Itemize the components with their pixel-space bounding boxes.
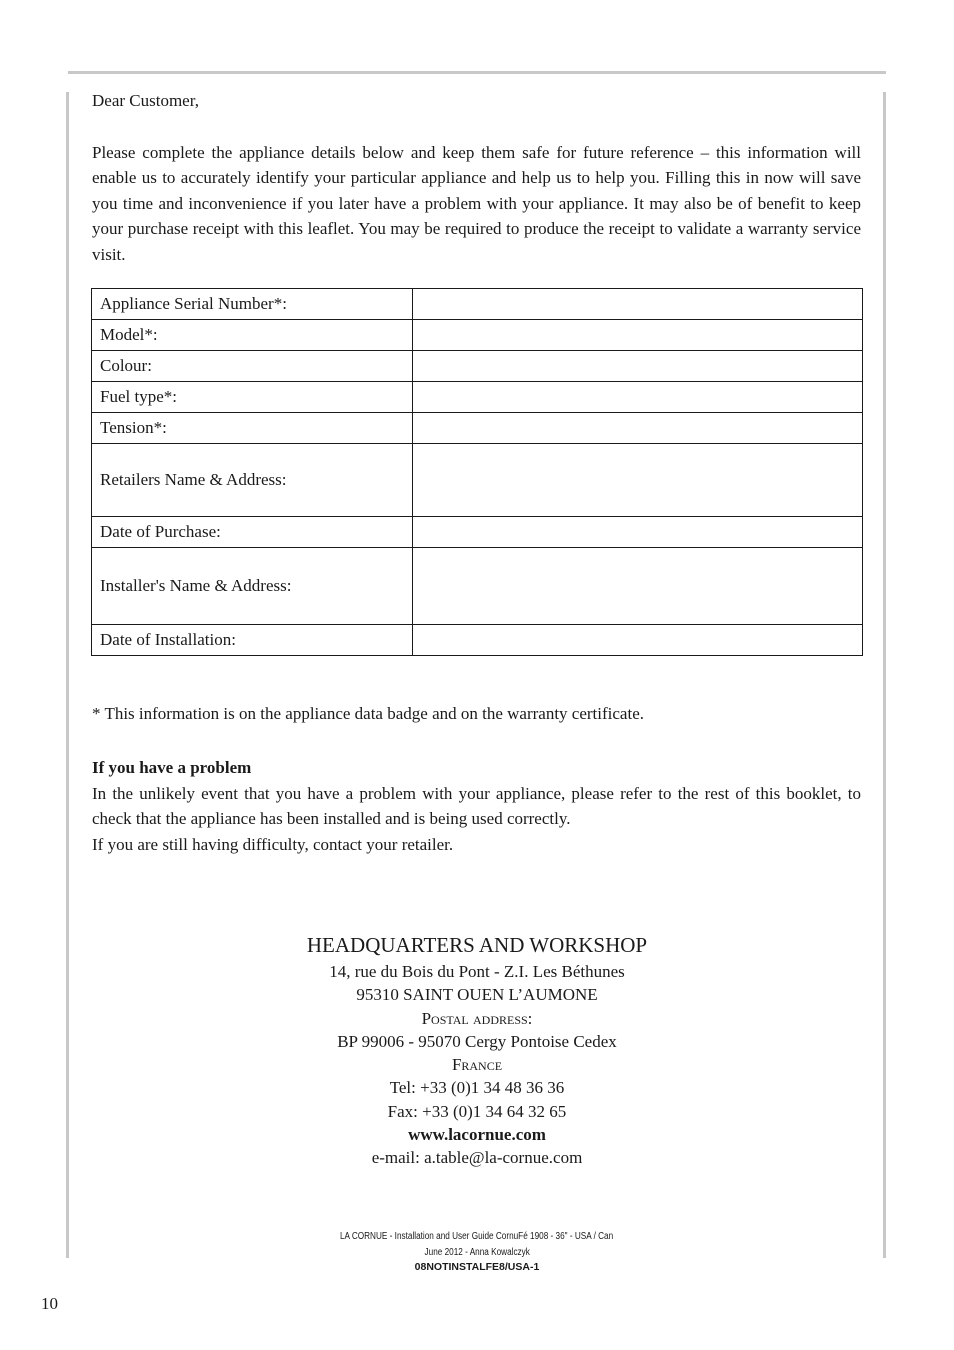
email[interactable]: e-mail: a.table@la-cornue.com <box>371 1148 583 1168</box>
colour-field[interactable] <box>413 351 863 382</box>
table-row <box>92 351 863 382</box>
model-field[interactable] <box>413 320 863 351</box>
headquarters-title: HEADQUARTERS AND WORKSHOP <box>306 933 648 957</box>
table-row <box>92 517 863 548</box>
fax: Fax: +33 (0)1 34 64 32 65 <box>387 1101 567 1121</box>
table-row <box>92 625 863 656</box>
table-row <box>92 413 863 444</box>
left-margin-rule <box>66 92 69 1258</box>
footer-date-author: June 2012 - Anna Kowalczyk <box>424 1247 530 1258</box>
fuel-type-label: Fuel type*: <box>92 382 413 413</box>
top-rule <box>68 71 886 74</box>
fuel-type-field[interactable] <box>413 382 863 413</box>
document-code: 08NOTINSTALFE8/USA-1 <box>414 1261 540 1273</box>
right-margin-rule <box>883 92 886 1258</box>
installer-field[interactable] <box>413 548 863 625</box>
installation-date-label: Date of Installation: <box>92 625 413 656</box>
page-number: 10 <box>41 1294 58 1313</box>
tension-label: Tension*: <box>92 413 413 444</box>
retailer-field[interactable] <box>413 444 863 517</box>
intro-paragraph: Please complete the appliance details below and keep them safe for future reference – this information will enable us to accurately identify your particular appliance and help us to help you. Filling this in now will save you time and inconvenience if you later have a problem with your appliance. It may also be of benefit to keep your purchase receipt with this leaflet. You may be required to produce the receipt to validate a warranty service visit. <box>92 142 861 264</box>
model-label: Model*: <box>92 320 413 351</box>
installer-label: Installer's Name & Address: <box>92 548 413 625</box>
purchase-date-field[interactable] <box>413 517 863 548</box>
table-row <box>92 382 863 413</box>
postal-address: BP 99006 - 95070 Cergy Pontoise Cedex <box>337 1031 617 1051</box>
tension-field[interactable] <box>413 413 863 444</box>
table-row <box>92 444 863 517</box>
country: France <box>451 1055 503 1075</box>
hq-street: 14, rue du Bois du Pont - Z.I. Les Béthunes <box>329 962 625 981</box>
problem-text: In the unlikely event that you have a problem with your appliance, please refer to the rest of this booklet, to check that the appliance has been installed and is being used correctly. <box>92 783 861 829</box>
footer-title: LA CORNUE - Installation and User Guide CornuFé 1908 - 36" - USA / Can <box>340 1231 614 1242</box>
serial-number-field[interactable] <box>413 289 863 320</box>
document-footer <box>200 1229 754 1273</box>
purchase-date-label: Date of Purchase: <box>92 517 413 548</box>
greeting: Dear Customer, <box>92 91 199 110</box>
table-row <box>92 289 863 320</box>
colour-label: Colour: <box>92 351 413 382</box>
hq-city: 95310 SAINT OUEN L’AUMONE <box>356 985 598 1005</box>
headquarters-block <box>200 930 754 1170</box>
footnote: * This information is on the appliance data badge and on the warranty certificate. <box>92 704 644 723</box>
problem-contact-text: If you are still having difficulty, contact your retailer. <box>92 834 454 854</box>
problem-section <box>92 755 861 857</box>
problem-heading: If you have a problem <box>92 758 252 777</box>
letter <box>92 88 861 268</box>
appliance-details-table <box>91 288 863 656</box>
telephone: Tel: +33 (0)1 34 48 36 36 <box>389 1078 565 1098</box>
serial-number-label: Appliance Serial Number*: <box>92 289 413 320</box>
table-row <box>92 320 863 351</box>
table-row <box>92 548 863 625</box>
postal-address-label: Postal address: <box>421 1008 533 1028</box>
website-link[interactable]: www.lacornue.com <box>408 1125 546 1145</box>
installation-date-field[interactable] <box>413 625 863 656</box>
retailer-label: Retailers Name & Address: <box>92 444 413 517</box>
